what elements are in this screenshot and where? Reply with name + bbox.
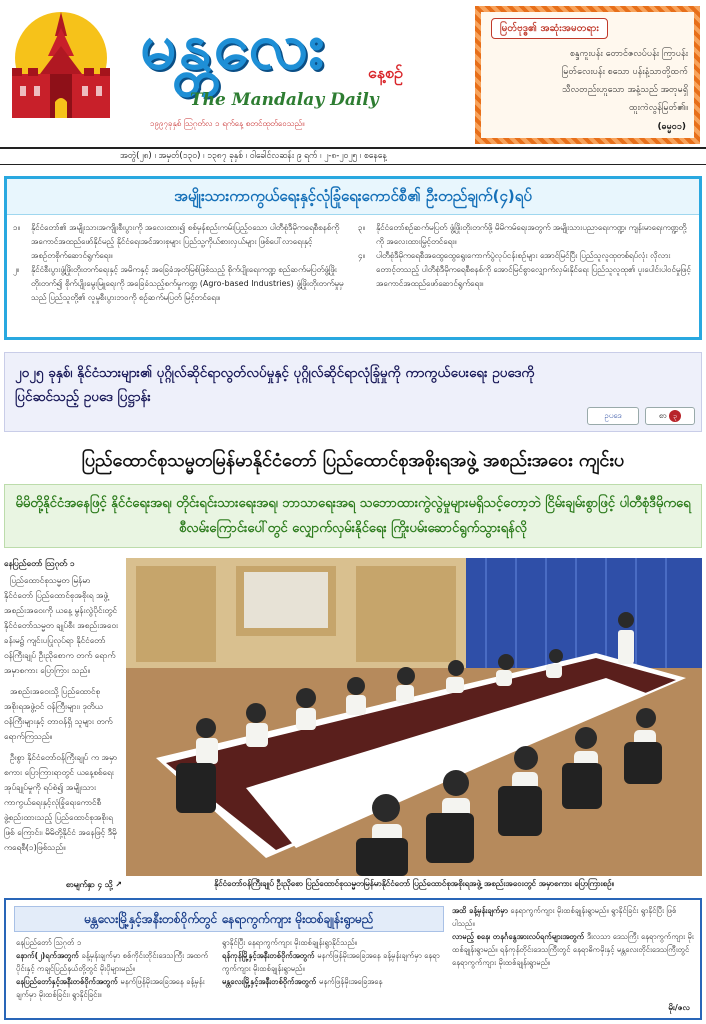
objective-item (358, 249, 693, 291)
photo-caption: နိုင်ငံတော်ဝန်ကြီးချုပ် ဦးညိုစော ပြည်ထောင်စုသမ္မတမြန်မာနိုင်ငံတော် ပြည်ထောင်စုအစိုးရအဖွဲ့ အစည်းအဝေးတွင် အမှာစကား ပြောကြားစဉ်။ (214, 879, 614, 888)
pagoda-logo-icon (6, 6, 116, 121)
weather-line-text: နေရာကွက်ကျား မိုးထစ်ချုန်းရွာမည်။ ရွာနိုင်ခြင်း ရွာနိုင်ပြီး ဖြစ်ပါသည်။ (452, 906, 677, 928)
objective-number: ၃။ (358, 223, 365, 232)
weather-left-column (16, 936, 216, 1001)
weather-line (222, 975, 444, 988)
title-suffix: နေ့စဉ် (368, 63, 403, 82)
law-notice-text: ၂၀၂၅ ခုနှစ်၊ နိုင်ငံသားများ၏ ပုဂ္ဂိုလ်ဆိုင်ရာလွတ်လပ်မှုနှင့် ပုဂ္ဂိုလ်ဆိုင်ရာလုံခြုံမှုကို ကာကွယ်ပေးရေး ဥပဒေကို ပြင်ဆင်သည့် ဥပဒေ ပြဋ္ဌာန်း (15, 365, 535, 405)
weather-line-bold: အထိ ခန့်မှန်းချက်မှာ (452, 906, 511, 915)
objective-item (13, 263, 348, 305)
sub-headline: မိမိတို့နိုင်ငံအနေဖြင့် နိုင်ငံရေးအရ၊ တိုင်းရင်းသားရေးအရ၊ ဘာသာရေးအရ သဘောထားကွဲလွဲမှုများမရှိသင့်တော့ဘဲ ငြိမ်းချမ်းစွာဖြင့် ပါတီစုံဒီမိုကရေစီလမ်းကြောင်းပေါ်တွင် လျှောက်လှမ်းနိုင်ရေး ကြိုးပမ်းဆောင်ရွက်သွားရန်လို (4, 484, 702, 548)
objective-text: နိုင်ငံတော်၏ အမျိုးသားအကျိုးစီးပွားကို အလေးထား၍ စစ်မှန်စည်းကမ်းပြည့်ဝသော ပါတီစုံဒီမိုကရေစီစနစ်ကို အကောင်အထည်ဖော်နိုင်မည့် နိုင်ငံရေးအင်အားစုများ ပြည်သူ့ကိုယ်စားလှယ်များ ဖြစ်ပေါ်လာရေးနှင့် အစဉ်တစိုက်ဆောင်ရွက်ရေး။ (31, 223, 340, 260)
objective-number: ၂။ (13, 265, 20, 274)
objective-text: နိုင်ငံတော်စဉ်ဆက်မပြတ် ဖွံ့ဖြိုးတိုးတက်ဖို့ မိမိကမ်ရေးအတွက် အမျိုးသားပညာရေးကဏ္ဍ၊ ကျန်းမာရေးကဏ္ဍတို့ကို အလေးထားမြှင့်တင်ရေး။ (376, 223, 687, 246)
weather-middle-column (222, 936, 444, 988)
weather-forecast-box (4, 898, 702, 1020)
continued-link[interactable]: စာမျက်နှာ ၄ သို့ ↗ (65, 880, 122, 889)
weather-line-text: ဒီးလသာ ဒေသကြီး နေရာကွက်ကျား မိုးထစ်ချုန်းရွာမည်။ ရန်ကုန်တိုင်းဒေသကြီးတွင် နေရာဓိကမိုးနှင့် မန္တလေးတိုင်းဒေသကြီးတွင် နေရာကွက်ကျား မိုးထစ်ချုန်းရွာမည်။ (452, 932, 694, 967)
weather-line-bold: လာမည့် စနေ၊ တနင်္ဂနွေအားလပ်ရက်များအတွက် (452, 932, 587, 941)
quote-body: စန္ဒကူးပန်း တောင်ဇလပ်ပန်း ကြာပန်း မြတ်လေးပန်း စသော ပန်းနံ့သာတို့ထက် သီလတည်းဟူသော အနံ့သည် အတုမရှိ ထူးကဲလွန်မြတ်၏။ (561, 49, 688, 113)
objectives-left-column (13, 221, 348, 305)
weather-line-bold: မန္တလေးမြို့နှင့်အနီးတစ်ဝိုက်အတွက် (222, 977, 319, 986)
law-notice-box (4, 352, 702, 432)
weather-line-bold: နောက်(၂)ရက်အတွက် (16, 951, 82, 960)
masthead (0, 0, 706, 150)
weather-title: မန္တလေးမြို့နှင့်အနီးတစ်ဝိုက်တွင် နေရာကွက်ကျား မိုးထစ်ချုန်းရွာမည် (14, 906, 444, 932)
article-body (4, 556, 122, 892)
weather-line-text: ရွာနိုင်ပြီး နေရာကွက်ကျား မိုးထစ်ချုန်းရွာနိုင်သည်။ (222, 938, 357, 947)
page-number-badge: ၃ (669, 410, 681, 422)
weather-line (452, 930, 696, 969)
objectives-right-column (358, 221, 693, 305)
objective-text: နိုင်ငံစီးပွားဖွံ့ဖြိုးတိုးတက်ရေးနှင့် အမိကနှင့် အခြေခံအုတ်မြစ်ဖြစ်သည့် စိုက်ပျိုးရေးကဏ္ဍ စည်ဆက်မပြတ်ဖွံ့ဖြိုးတိုးတက်၍ စိုက်ပျိုးမွေးမြူရေးကို အခြေခံသည့်စက်မှုကဏ္ဍ (Agro-based Industries) ဖွံ့ဖြိုးတိုးတက်မှုမှသည် ပြည်သူတို့၏ လူမှုစီးပွားဘဝကို စဉ်ဆက်မပြတ် မြင့်တင်ရေး။ (31, 265, 344, 302)
weather-line (16, 936, 216, 949)
weather-line-text: ခန့်မှန်းချက်မှာ စစ်ကိုင်းတိုင်းဒေသကြီး အထက်ပိုင်းနှင့် ကချင်ပြည်နယ်တို့တွင် မိုးပိုများမည်။ (16, 951, 209, 973)
meeting-photo (126, 558, 702, 876)
english-title: The Mandalay Daily (190, 90, 379, 110)
title-myanmar: မန္တလေး (140, 9, 327, 84)
article-dateline: နေပြည်တော် ဩဂုတ် ၁ (4, 558, 75, 568)
page-reference-tag[interactable] (645, 407, 695, 425)
objective-item (13, 221, 348, 263)
objectives-box (4, 176, 702, 340)
weather-line (452, 904, 696, 930)
weather-line (222, 936, 444, 949)
buddha-quote-box (475, 6, 700, 144)
weather-line (16, 949, 216, 975)
weather-line-text: မနက်ဖြန်မိုးအခြေအနေ ခန့်မှန်းချက်မှာ မိုးထစ်ခြင်း၊ ရွာနိုင်ခြင်း။ (16, 977, 205, 999)
weather-right-column (452, 904, 696, 969)
article-paragraph: ဦးစွာ နိုင်ငံတော်ဝန်ကြီးချုပ် က အမှာစကား ပြောကြားရာတွင် ယနေ့စစ်ရေးအုပ်ချုပ်မှုကို ရပ်စဲ၍ အမျိုးသားကာကွယ်ရေးနှင့်လုံခြုံရေးကောင်စီ ဖွဲ့စည်းထားသည့် ပြည်ထောင်စုအစိုးရ ဖြစ် ကြောင်း၊ မိမိတို့နိုင်ငံ အနေဖြင့် ဒီမိုကရေစီ(၁)ဖြစ်သည်။ (4, 752, 118, 852)
article-paragraph: အစည်းအဝေးသို့ ပြည်ထောင်စု အစိုးရအဖွဲ့ဝင် ဝန်ကြီးများ၊ ဒုတိယဝန်ကြီးများနှင့် တာဝန်ရှိ သူများ တက်ရောက်ကြသည်။ (4, 686, 113, 741)
objectives-title: အမျိုးသားကာကွယ်ရေးနှင့်လုံခြုံရေးကောင်စီ၏ ဦးတည်ချက်(၄)ရပ် (7, 179, 699, 215)
weather-line-text: မနက်ဖြန်မိုးအခြေအနေ (318, 977, 383, 986)
article-paragraph: ပြည်ထောင်စုသမ္မတ မြန်မာ နိုင်ငံတော် ပြည်ထောင်စုအစိုးရ အဖွဲ့ အစည်းအဝေးကို ယနေ့ မွန်းလွဲပိုင်းတွင် နိုင်ငံတော်သမ္မတ ချုပ်စီး အစည်းအဝေးခန်းမ၌ ကျင်းပပြုလုပ်ရာ နိုင်ငံတော် ဝန်ကြီးချုပ် ဦးညိုစောက တက် ရောက် အမှာစကား ပြောကြား သည်။ (4, 575, 119, 675)
weather-line-text: နေပြည်တော် ဩဂုတ် ၁ (16, 938, 82, 947)
objective-item (358, 221, 693, 249)
main-headline: ပြည်ထောင်စုသမ္မတမြန်မာနိုင်ငံတော် ပြည်ထောင်စုအစိုးရအဖွဲ့ အစည်းအဝေး ကျင်းပ (81, 450, 625, 471)
objective-number: ၄။ (358, 251, 365, 260)
newspaper-title (120, 4, 460, 144)
weather-line (16, 975, 216, 1001)
weather-line (222, 949, 444, 975)
quote-title: မြတ်ဗုဒ္ဓ၏ အဆုံးအမတရား (491, 18, 608, 39)
issue-info-line: အတွဲ(၂၈) ၊ အမှတ်(၁၃၀) ၊ ၁၃၈၇ ခုနှစ် ၊ ဝါခေါင်လဆန်း ၉ ရက် ၊ ၂-၈-၂၀၂၅ ၊ စနေနေ့ (0, 147, 706, 165)
objective-text: ပါတီစုံဒီမိုကရေစီအထွေထွေရွေးကောက်ပွဲလုပ်ငန်းစဉ်များ အောင်မြင်ပြီး ပြည်သူလူထုတစ်ရပ်လုံး လိုလားတောင့်တသည့် ပါတီစုံဒီမိုကရေစီစနစ်ကို အောင်မြင်စွာလျှောက်လှမ်းနိုင်ရေး ပြည်သူလူထု၏ ပူးပေါင်းပါဝင်မှုဖြင့် အကောင်အထည်ဖော်ဆောင်ရွက်ရေး။ (376, 251, 691, 288)
objective-number: ၁။ (13, 223, 20, 232)
quote-reference: (ဓမ္မ၀၁) (657, 122, 686, 132)
page-label: စာ (658, 411, 667, 420)
weather-line-text: မနက်ဖြန်မိုးအခြေအနေ ခန့်မှန်းချက်မှာ နေရာကွက်ကျား မိုးထစ်ချုန်းရွာမည်။ (222, 951, 440, 973)
weather-line-bold: နေပြည်တော်နှင့်အနီးတစ်ဝိုက်အတွက် (16, 977, 121, 986)
weather-line-bold: ရန်ကုန်မြို့နှင့်အနီးတစ်ဝိုက်အတွက် (222, 951, 318, 960)
law-tag[interactable]: ဥပဒေ (587, 407, 639, 425)
weather-signature: မိုး/ဇလ (668, 1003, 690, 1012)
founding-motto: ၁၉၉၇ခုနှစ် ဩဂုတ်လ ၁ ရက်နေ့ စတင်ထုတ်ဝေသည်။ (150, 119, 305, 128)
